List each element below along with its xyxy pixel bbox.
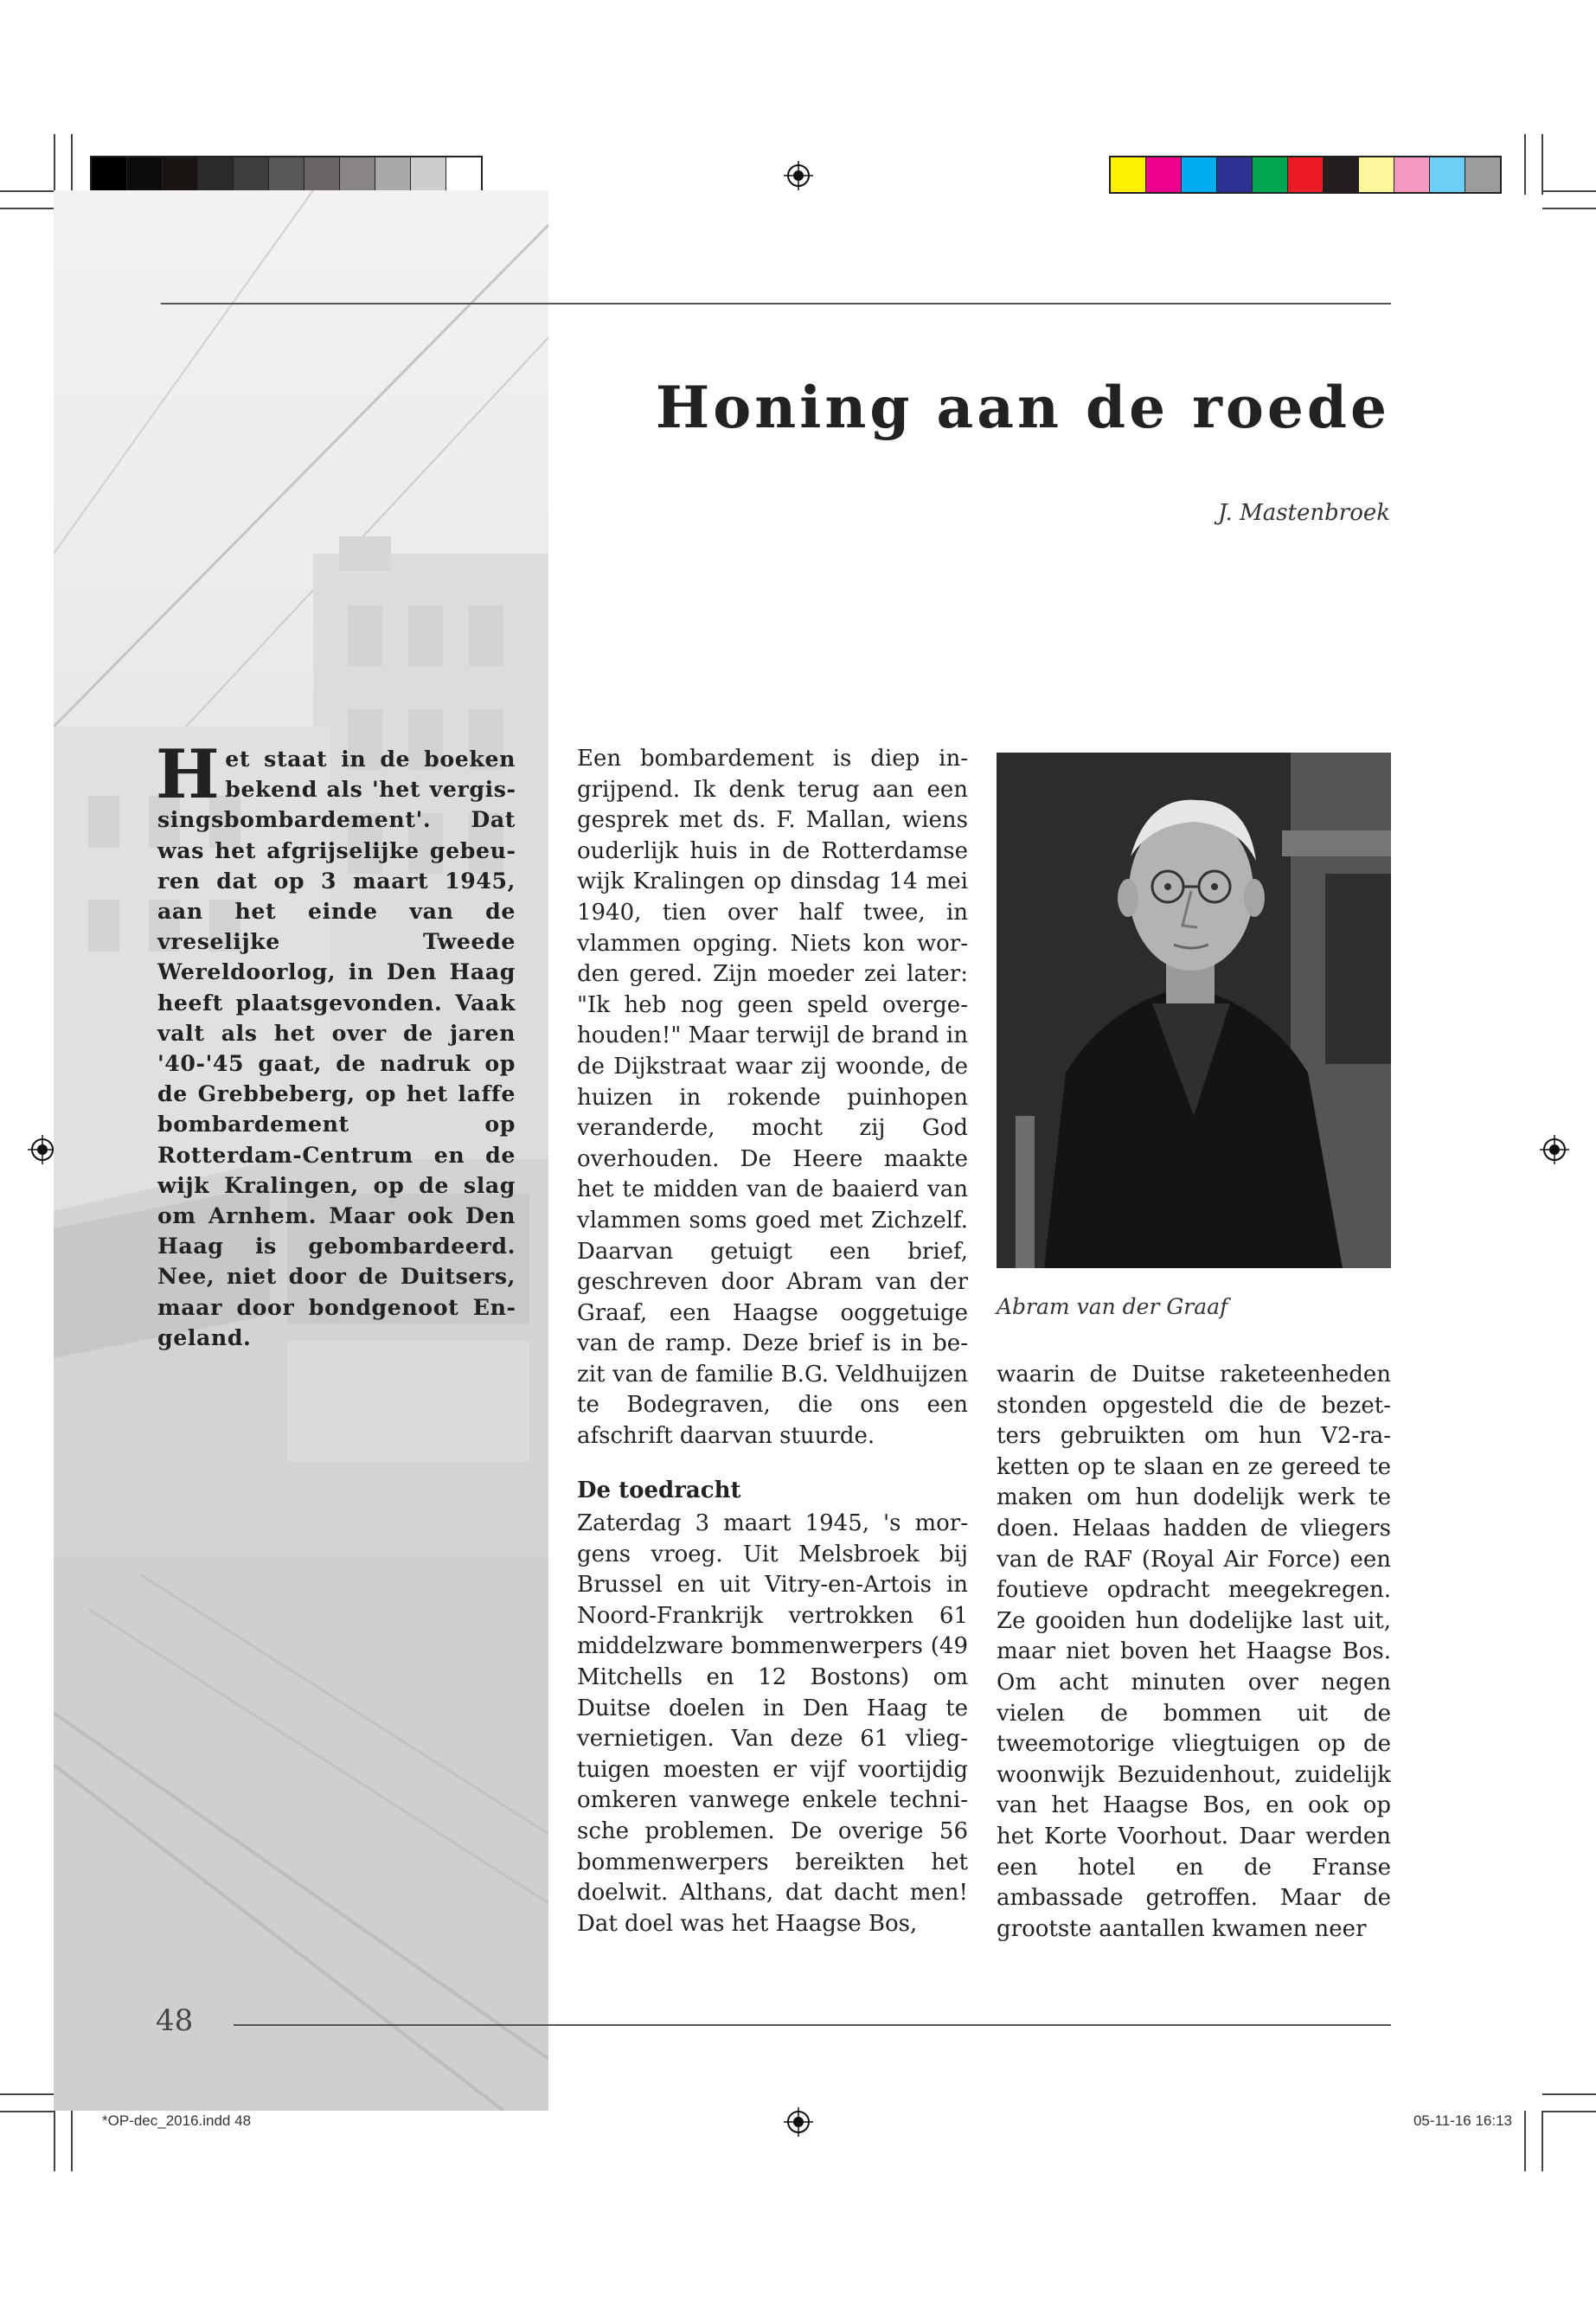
registration-target-icon: [784, 161, 813, 190]
registration-target-icon: [1540, 1135, 1569, 1164]
drop-cap: H: [156, 735, 221, 814]
crop-mark: [1542, 2111, 1543, 2171]
crop-mark: [1524, 2111, 1526, 2171]
crop-mark: [0, 208, 54, 209]
color-swatch: [1182, 157, 1217, 192]
crop-mark: [1542, 2093, 1596, 2095]
header-rule: [161, 303, 1391, 304]
registration-target-icon: [28, 1135, 57, 1164]
color-swatch: [92, 157, 127, 192]
slug-filename: *OP-dec_2016.indd 48: [102, 2112, 252, 2129]
color-swatch: [1465, 157, 1500, 192]
footer-rule: [234, 2024, 1391, 2026]
color-swatch: [340, 157, 375, 192]
color-swatch: [1111, 157, 1146, 192]
body-paragraph: Zaterdag 3 maart 1945, 's morgens vroeg. Uit Melsbroek bij Brussel en uit Vitry-en-Artois in Noord-Frankrijk vertrokken 61 middelzware bommenwerpers (49 Mitchells en 12 Bostons) om Duitse doelen in Den Haag te vernietigen. Van deze 61 vliegtuigen moesten er vijf voortijdig omkeren vanwege enkele technische problemen. De overige 56 bommenwerpers bereikten het doelwit. Althans, dat dacht men! Dat doel was het Haagse Bos,: [577, 1510, 968, 1937]
color-swatch: [234, 157, 269, 192]
crop-mark: [1542, 208, 1596, 209]
color-swatch: [1146, 157, 1182, 192]
crop-mark: [1542, 190, 1596, 192]
section-subheading: De toedracht: [577, 1477, 741, 1503]
process-color-bar: [1109, 156, 1502, 194]
gray-color-bar: [90, 156, 483, 194]
crop-mark: [71, 2111, 73, 2171]
crop-mark: [0, 2093, 54, 2095]
crop-mark: [1542, 2111, 1596, 2112]
registration-target-icon: [784, 2107, 813, 2137]
crop-mark: [54, 134, 55, 195]
crop-mark: [1524, 134, 1526, 195]
intro-text: et staat in de boeken bekend als 'het vergissingsbombardement'. Dat was het afgrijselijke gebeuren dat op 3 maart 1945, aan het einde van de vreselijke Tweede Wereldoorlog, in Den Haag heeft plaatsgevonden. Vaak valt als het over de jaren '40-'45 gaat, de nadruk op de Grebbeberg, op het laffe bombardement op Rotterdam-Centrum en de wijk Kralingen, op de slag om Arnhem. Maar ook Den Haag is gebombardeerd. Nee, niet door de Duitsers, maar door bondgenoot Engeland.: [157, 746, 516, 1350]
color-swatch: [375, 157, 411, 192]
color-swatch: [1394, 157, 1430, 192]
body-paragraph: Een bombardement is diep ingrijpend. Ik denk terug aan een gesprek met ds. F. Mallan, wiens ouderlijk huis in de Rotterdamse wijk Kralingen op dinsdag 14 mei 1940, tien over half twee, in vlammen opging. Niets kon worden gered. Zijn moeder zei later: "Ik heb nog geen speld overgehouden!" Maar terwijl de brand in de Dijkstraat waar zij woonde, de huizen in rokende puinhopen veranderde, mocht zij God overhouden. De Heere maakte het te midden van de baaierd van vlammen soms goed met Zichzelf. Daarvan getuigt een brief, geschreven door Abram van der Graaf, een Haagse ooggetuige van de ramp. Deze brief is in bezit van de familie B.G. Veldhuijzen te Bodegraven, die ons een afschrift daarvan stuurde.: [577, 746, 968, 1450]
color-swatch: [198, 157, 234, 192]
color-swatch: [1430, 157, 1465, 192]
color-swatch: [1324, 157, 1359, 192]
color-swatch: [127, 157, 163, 192]
photo-caption: Abram van der Graaf: [997, 1294, 1228, 1319]
color-swatch: [1288, 157, 1324, 192]
page-number: 48: [156, 2003, 194, 2038]
color-swatch: [304, 157, 340, 192]
color-swatch: [446, 157, 481, 192]
color-swatch: [269, 157, 304, 192]
intro-paragraph: [156, 735, 516, 1353]
body-paragraph: waarin de Duitse raketeenheden stonden opgesteld die de bezetters gebruikten om hun V2-raketten op te slaan en ze gereed te maken om hun dodelijk werk te doen. Helaas hadden de vliegers van de RAF (Royal Air Force) een foutieve opdracht meegekregen. Ze gooiden hun dodelijke last uit, maar niet boven het Haagse Bos. Om acht minuten over negen vielen de bommen uit de tweemotorige vliegtuigen op de woonwijk Bezuidenhout, zuidelijk van het Haagse Bos, en ook op het Korte Voorhout. Daar werden een hotel en de Franse ambassade getroffen. Maar de grootste aantallen kwamen neer: [997, 1362, 1391, 1942]
crop-mark: [71, 134, 73, 195]
crop-mark: [0, 190, 54, 192]
portrait-photo: [997, 753, 1391, 1268]
color-swatch: [1217, 157, 1253, 192]
article-title: Honing aan de roede: [655, 374, 1390, 441]
crop-mark: [1542, 134, 1543, 195]
crop-mark: [54, 2111, 55, 2171]
color-swatch: [1359, 157, 1394, 192]
color-swatch: [1253, 157, 1288, 192]
slug-datetime: 05-11-16 16:13: [1413, 2112, 1512, 2129]
crop-mark: [0, 2111, 54, 2112]
article-author: J. Mastenbroek: [1218, 500, 1390, 526]
color-swatch: [411, 157, 446, 192]
color-swatch: [163, 157, 198, 192]
